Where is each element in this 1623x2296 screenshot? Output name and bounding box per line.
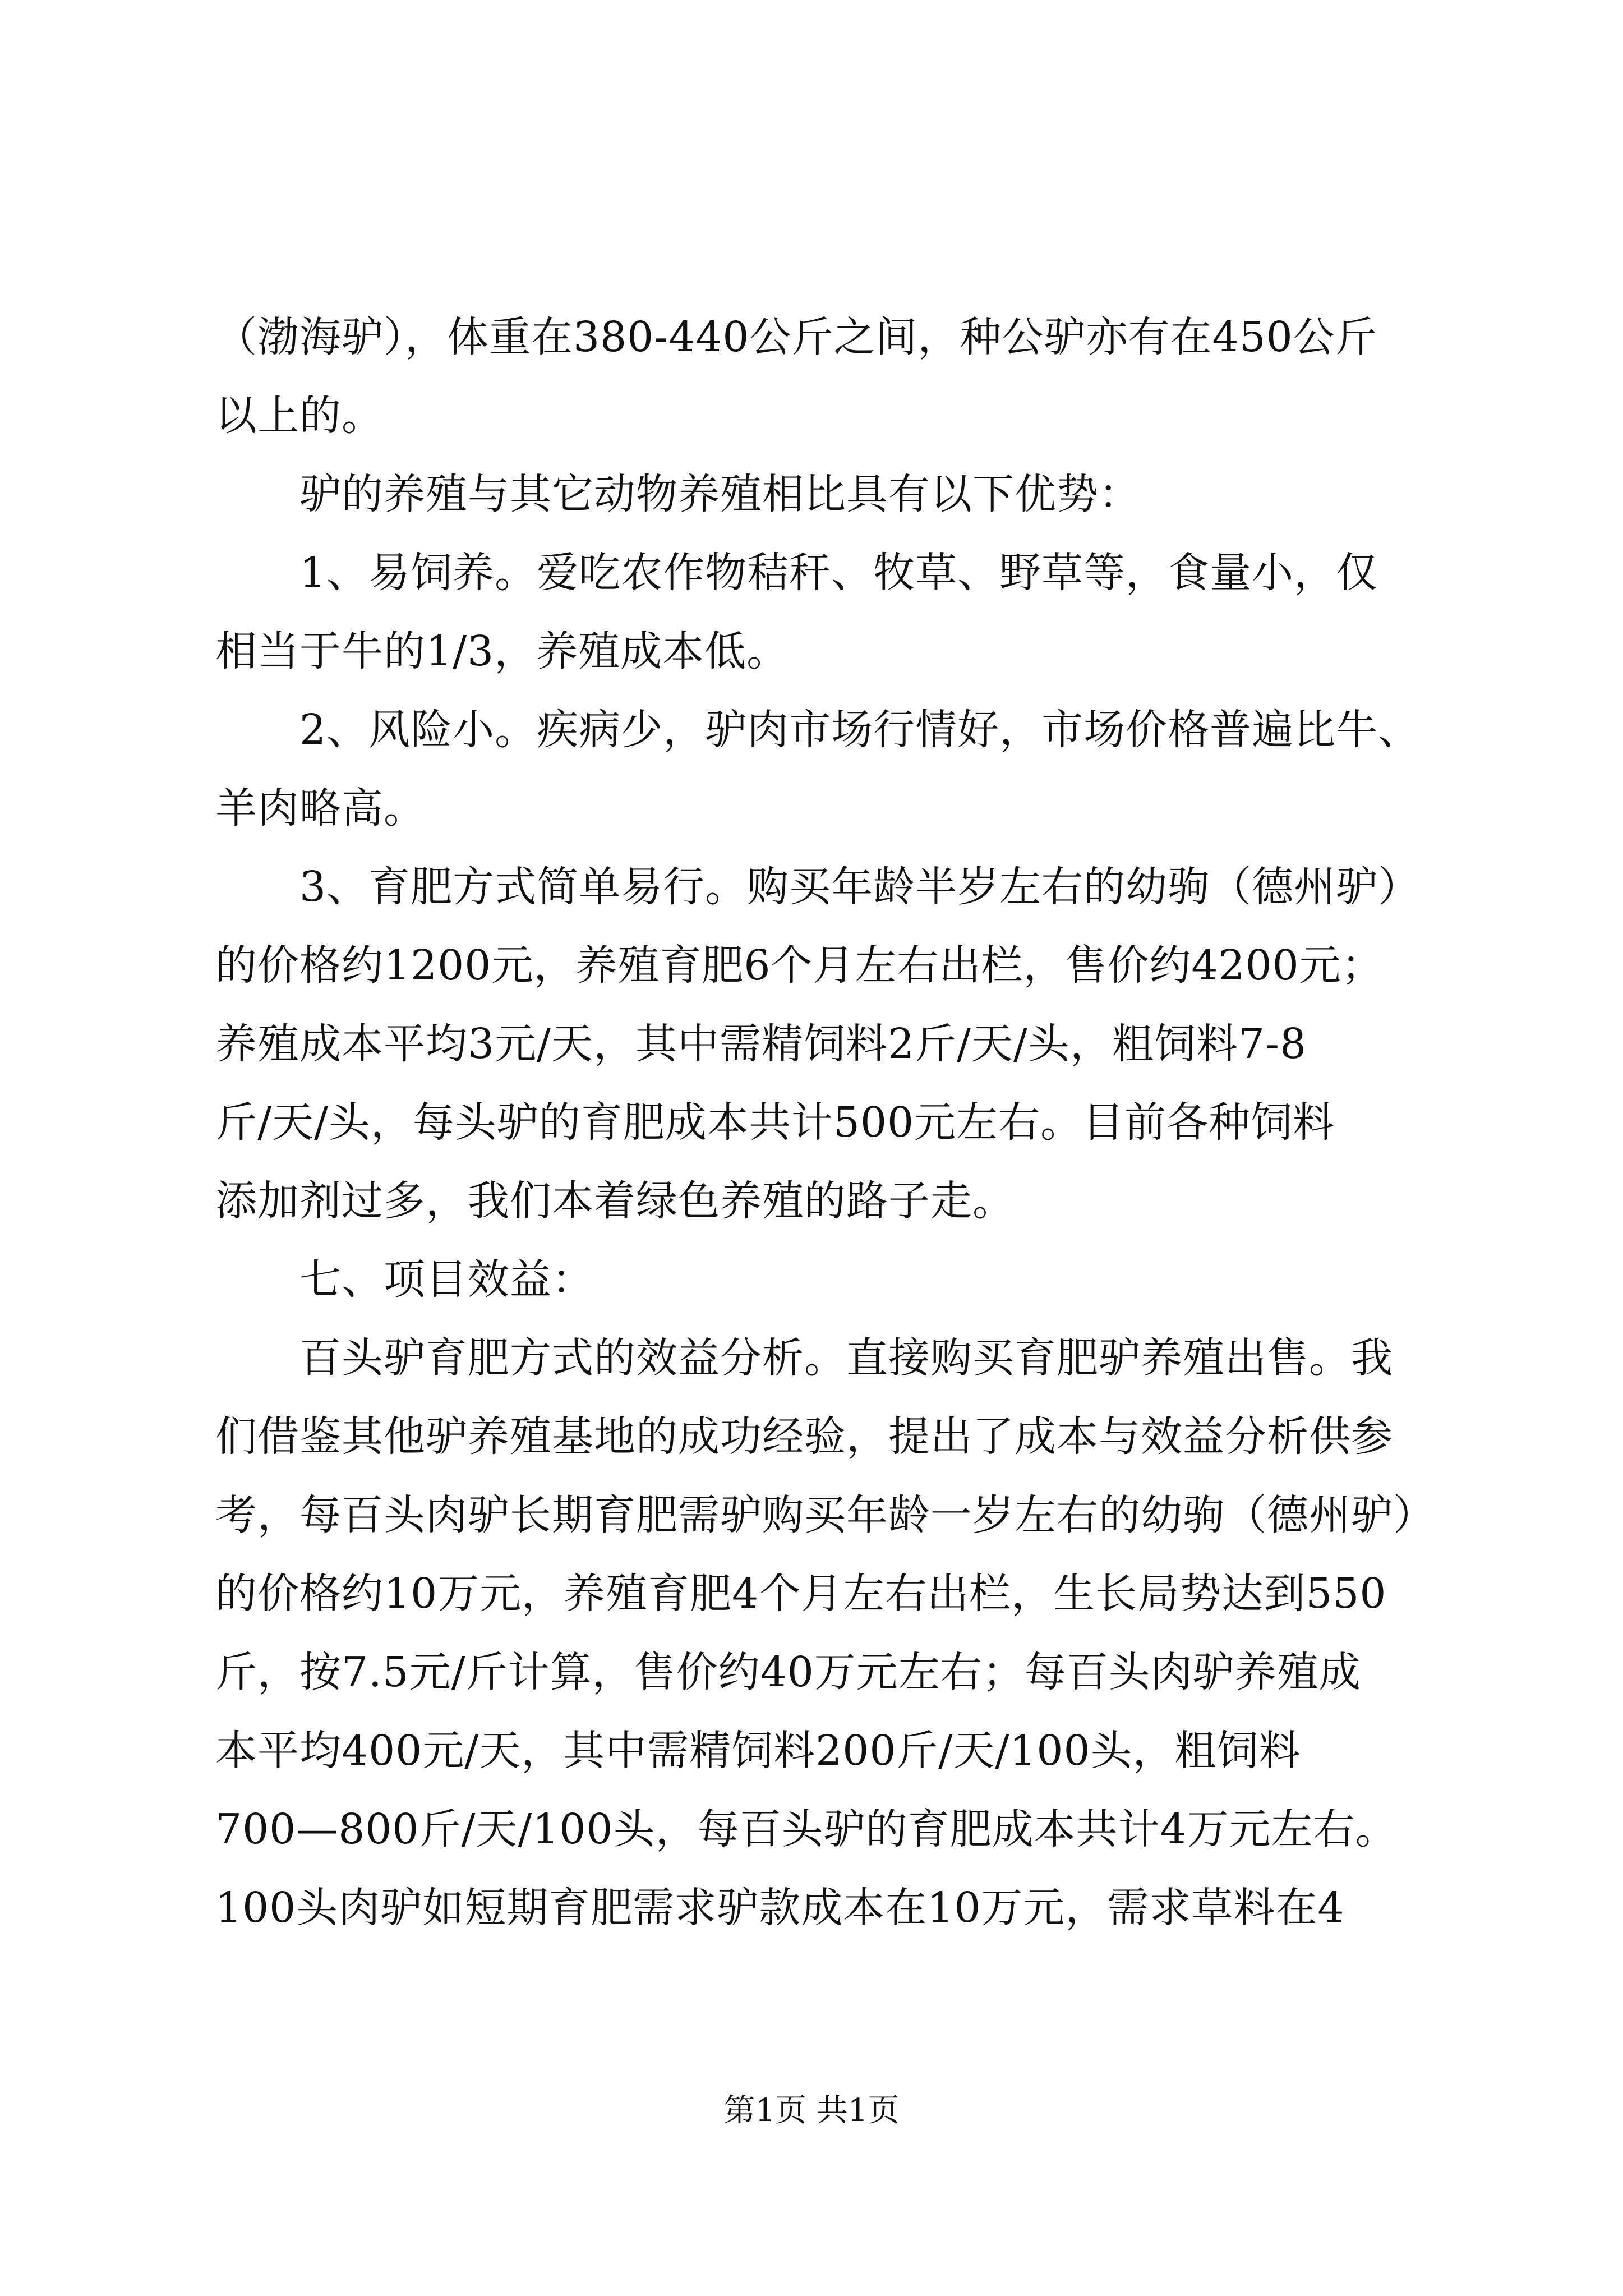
text-line: 考，每百头肉驴长期育肥需驴购买年龄一岁左右的幼驹（德州驴） <box>215 1491 1435 1539</box>
text-line: 本平均400元/天，其中需精饲料200斤/天/100头，粗饲料 <box>215 1727 1301 1775</box>
text-line: 养殖成本平均3元/天，其中需精饲料2斤/天/头，粗饲料7-8 <box>215 1020 1307 1068</box>
text-line: （渤海驴），体重在380-440公斤之间，种公驴亦有在450公斤 <box>215 313 1377 361</box>
text-line: 700—800斤/天/100头，每百头驴的育肥成本共计4万元左右。 <box>215 1805 1398 1853</box>
text-line: 以上的。 <box>215 392 384 440</box>
text-line: 羊肉略高。 <box>215 784 426 832</box>
text-line: 斤/天/头，每头驴的育肥成本共计500元左右。目前各种饲料 <box>215 1098 1335 1147</box>
section-heading: 七、项目效益： <box>299 1255 594 1304</box>
paragraph-line: 3、育肥方式简单易行。购买年龄半岁左右的幼驹（德州驴） <box>299 863 1421 911</box>
paragraph-line: 百头驴育肥方式的效益分析。直接购买育肥驴养殖出售。我 <box>299 1334 1393 1382</box>
paragraph-line: 2、风险小。疾病少，驴肉市场行情好，市场价格普遍比牛、 <box>299 706 1421 754</box>
document-body <box>215 298 1435 1947</box>
text-line: 的价格约10万元，养殖育肥4个月左右出栏，生长局势达到550 <box>215 1570 1387 1618</box>
text-line: 添加剂过多，我们本着绿色养殖的路子走。 <box>215 1177 1015 1225</box>
paragraph-line: 1、易饲养。爱吃农作物秸秆、牧草、野草等，食量小，仅 <box>299 549 1378 597</box>
text-line: 们借鉴其他驴养殖基地的成功经验，提出了成本与效益分析供参 <box>215 1412 1393 1461</box>
text-line: 斤，按7.5元/斤计算，售价约40万元左右；每百头肉驴养殖成 <box>215 1648 1361 1696</box>
paragraph-line: 驴的养殖与其它动物养殖相比具有以下优势： <box>299 470 1141 518</box>
page-number-footer: 第1页 共1页 <box>723 2092 900 2129</box>
text-line: 相当于牛的1/3，养殖成本低。 <box>215 627 789 675</box>
text-line: 100头肉驴如短期育肥需求驴款成本在10万元，需求草料在4 <box>215 1884 1345 1932</box>
text-line: 的价格约1200元，养殖育肥6个月左右出栏，售价约4200元； <box>215 941 1384 990</box>
